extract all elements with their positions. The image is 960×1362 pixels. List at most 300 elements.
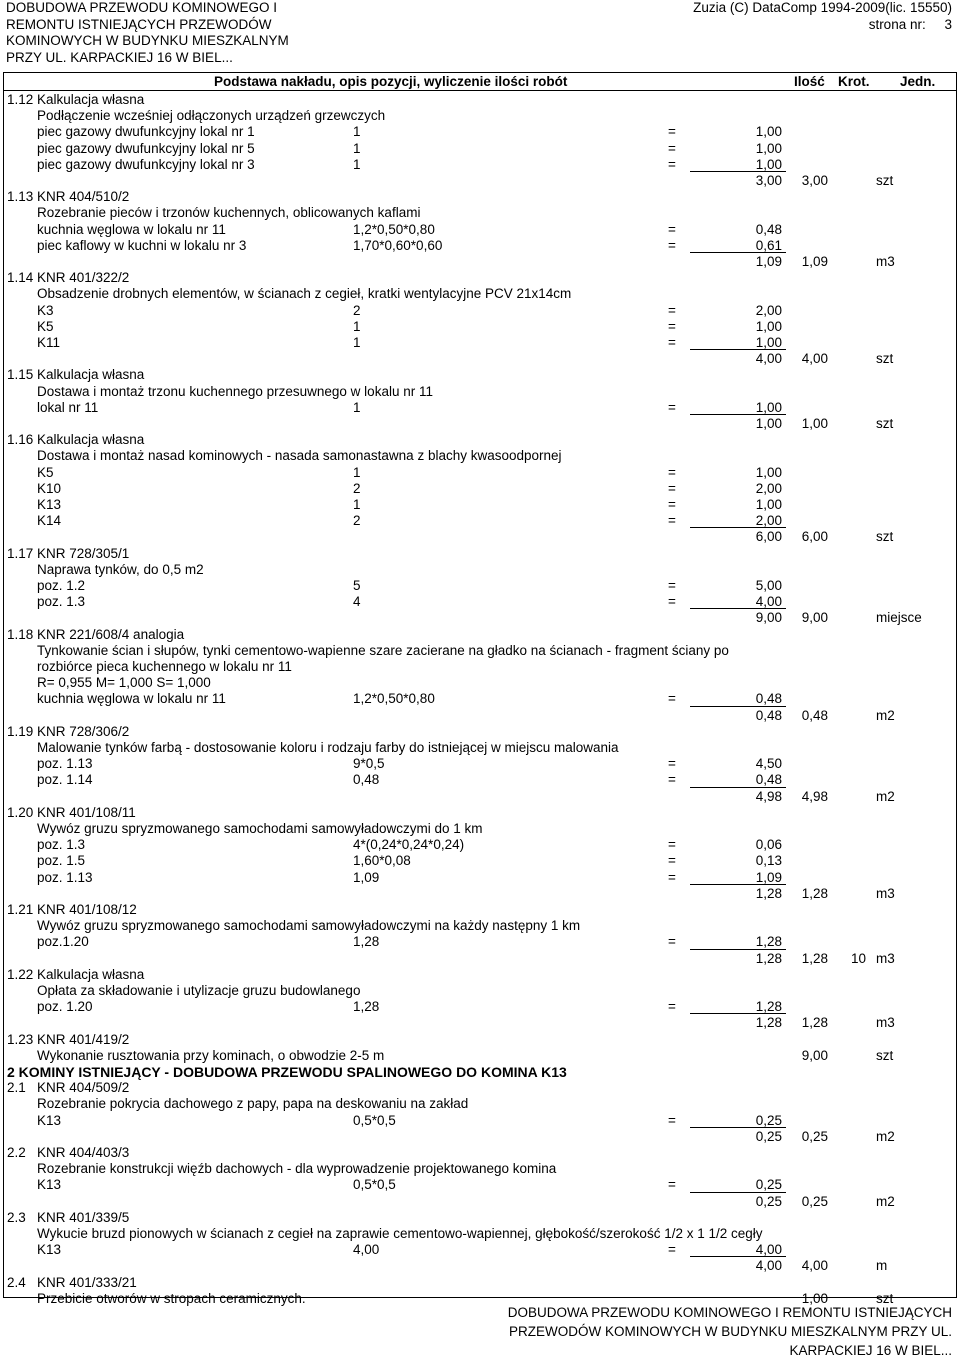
quantity-value: 1,09 bbox=[801, 254, 828, 269]
calc-expression: 0,48 bbox=[353, 772, 380, 788]
equals-sign: = bbox=[668, 1177, 676, 1193]
equals-sign: = bbox=[668, 934, 676, 950]
calculation-row bbox=[4, 513, 956, 529]
subtotal-rule bbox=[690, 1192, 786, 1193]
equals-sign: = bbox=[668, 399, 676, 415]
description-text: Obsadzenie drobnych elementów, w ścianach z cegieł, kratki wentylacyjne PCV 21x14cm bbox=[37, 286, 572, 302]
title-line: DOBUDOWA PRZEWODU KOMINOWEGO I bbox=[6, 0, 278, 15]
calc-expression: 2 bbox=[353, 513, 361, 529]
sum-value: 6,00 bbox=[755, 529, 782, 545]
calc-label: K13 bbox=[37, 1177, 62, 1193]
equals-sign: = bbox=[668, 1112, 676, 1128]
position-row bbox=[4, 432, 956, 448]
subtotal-rule bbox=[690, 349, 786, 350]
description-row bbox=[4, 643, 956, 659]
header-meta bbox=[693, 0, 952, 33]
title-line: REMONTU ISTNIEJĄCYCH PRZEWODÓW bbox=[6, 16, 272, 32]
description-text: Wykonanie rusztowania przy kominach, o obwodzie 2-5 m bbox=[37, 1047, 385, 1063]
footer-line: DOBUDOWA PRZEWODU KOMINOWEGO I REMONTU ISTNIEJĄCYCH bbox=[507, 1305, 952, 1320]
calc-label: piec gazowy dwufunkcyjny lokal nr 1 bbox=[37, 124, 255, 140]
norm-code: KNR 401/108/11 bbox=[37, 804, 136, 820]
description-row bbox=[4, 1096, 956, 1112]
quantity-value: 1,28 bbox=[801, 1015, 828, 1031]
calc-result: 1,00 bbox=[755, 464, 782, 480]
unit-value: m3 bbox=[876, 950, 895, 966]
calc-result: 4,50 bbox=[755, 756, 782, 772]
calc-expression: 1,28 bbox=[353, 934, 380, 950]
calc-result: 1,00 bbox=[755, 140, 782, 156]
calc-result: 4,00 bbox=[755, 1242, 782, 1258]
calc-expression: 1,2*0,50*0,80 bbox=[353, 221, 435, 237]
sum-value: 9,00 bbox=[755, 610, 782, 626]
table-header bbox=[4, 73, 956, 91]
description-text: Dostawa i montaż trzonu kuchennego przesuwnego w lokalu nr 11 bbox=[37, 383, 433, 399]
unit-value: szt bbox=[876, 351, 894, 367]
calc-result: 0,48 bbox=[755, 691, 782, 707]
position-number: 1.20 bbox=[7, 804, 34, 820]
multiplier-value: 10 bbox=[850, 950, 866, 966]
calc-expression: 1,70*0,60*0,60 bbox=[353, 237, 443, 253]
footer-line: KARPACKIEJ 16 W BIEL... bbox=[789, 1343, 952, 1358]
calc-result: 1,00 bbox=[755, 318, 782, 334]
calc-label: kuchnia węglowa w lokalu nr 11 bbox=[37, 221, 226, 237]
calc-expression: 1,2*0,50*0,80 bbox=[353, 691, 435, 707]
calc-expression: 2 bbox=[353, 302, 361, 318]
calc-result: 1,09 bbox=[755, 869, 782, 885]
calculation-row bbox=[4, 303, 956, 319]
subtotal-rule bbox=[690, 1256, 786, 1257]
position-row bbox=[4, 1275, 956, 1291]
software-credit: Zuzia (C) DataComp 1994-2009(lic. 15550) bbox=[693, 0, 952, 15]
norm-code: KNR 221/608/4 analogia bbox=[37, 626, 185, 642]
summary-row bbox=[4, 886, 956, 902]
summary-row bbox=[4, 1129, 956, 1145]
description-row bbox=[4, 675, 956, 691]
calc-label: poz. 1.3 bbox=[37, 594, 86, 610]
equals-sign: = bbox=[668, 221, 676, 237]
norm-code: KNR 728/306/2 bbox=[37, 723, 130, 739]
sum-value: 1,28 bbox=[755, 1015, 782, 1031]
position-number: 2.2 bbox=[7, 1145, 26, 1160]
sum-value: 4,00 bbox=[755, 351, 782, 367]
norm-code: KNR 401/322/2 bbox=[37, 270, 130, 286]
calculation-row bbox=[4, 481, 956, 497]
summary-row bbox=[4, 416, 956, 432]
calc-expression: 4,00 bbox=[353, 1242, 380, 1258]
cost-estimate-table bbox=[3, 72, 957, 1306]
unit-value: szt bbox=[876, 1290, 894, 1306]
calculation-row bbox=[4, 578, 956, 594]
description-text: Naprawa tynków, do 0,5 m2 bbox=[37, 561, 204, 577]
description-text: Wykucie bruzd pionowych w ścianach z cegieł na zaprawie cementowo-wapiennej, głębokość/szerokość 1/2 x 1 1/2 cegły bbox=[37, 1226, 763, 1241]
description-row bbox=[4, 821, 956, 837]
quantity-value: 0,48 bbox=[801, 707, 828, 723]
position-row bbox=[4, 189, 956, 205]
calculation-row bbox=[4, 772, 956, 788]
description-text: Dostawa i montaż nasad kominowych - nasada samonastawna z blachy kwasoodpornej bbox=[37, 448, 562, 464]
sum-value: 0,25 bbox=[755, 1193, 782, 1209]
description-text: Wywóz gruzu spryzmowanego samochodami samowyładowczymi na każdy następny 1 km bbox=[37, 918, 581, 934]
unit-value: szt bbox=[876, 173, 894, 188]
position-row bbox=[4, 1145, 956, 1161]
position-row bbox=[4, 1080, 956, 1096]
equals-sign: = bbox=[668, 999, 676, 1015]
quantity-value: 6,00 bbox=[801, 529, 828, 545]
quantity-value: 0,25 bbox=[801, 1193, 828, 1209]
calc-result: 1,00 bbox=[755, 124, 782, 140]
calc-label: poz. 1.20 bbox=[37, 999, 93, 1015]
norm-code: KNR 401/419/2 bbox=[37, 1031, 130, 1047]
calc-result: 1,00 bbox=[755, 399, 782, 415]
calculation-row bbox=[4, 157, 956, 173]
equals-sign: = bbox=[668, 594, 676, 610]
position-number: 1.23 bbox=[7, 1031, 34, 1047]
position-row bbox=[4, 367, 956, 383]
norm-code: KNR 404/510/2 bbox=[37, 189, 130, 205]
unit-value: m2 bbox=[876, 1193, 895, 1209]
description-row bbox=[4, 1161, 956, 1177]
calc-label: poz. 1.2 bbox=[37, 578, 86, 593]
calc-label: poz. 1.14 bbox=[37, 772, 93, 788]
summary-row bbox=[4, 529, 956, 545]
column-header-multiplier: Krot. bbox=[838, 74, 870, 89]
calculation-row bbox=[4, 1242, 956, 1258]
description-text: Rozebranie pieców i trzonów kuchennych, oblicowanych kaflami bbox=[37, 205, 421, 221]
description-row bbox=[4, 286, 956, 302]
equals-sign: = bbox=[668, 140, 676, 156]
calc-label: K13 bbox=[37, 1112, 62, 1128]
calc-label: piec gazowy dwufunkcyjny lokal nr 5 bbox=[37, 140, 255, 156]
norm-code: KNR 401/339/5 bbox=[37, 1209, 130, 1225]
summary-row bbox=[4, 1015, 956, 1031]
position-number: 2.3 bbox=[7, 1209, 26, 1225]
position-number: 1.13 bbox=[7, 189, 34, 205]
page-footer bbox=[482, 1303, 952, 1360]
position-number: 1.12 bbox=[7, 92, 34, 107]
position-number: 1.14 bbox=[7, 270, 34, 286]
sum-value: 1,28 bbox=[755, 950, 782, 966]
equals-sign: = bbox=[668, 302, 676, 318]
calc-expression: 0,5*0,5 bbox=[353, 1112, 396, 1128]
column-header-quantity: Ilość bbox=[794, 74, 825, 89]
calc-expression: 1 bbox=[353, 318, 361, 334]
position-number: 1.18 bbox=[7, 626, 34, 642]
summary-row bbox=[4, 254, 956, 270]
norm-code: Kalkulacja własna bbox=[37, 367, 145, 383]
calc-expression: 1 bbox=[353, 140, 361, 156]
calculation-row bbox=[4, 222, 956, 238]
description-text: Opłata za składowanie i utylizacje gruzu budowlanego bbox=[37, 983, 361, 998]
sum-value: 1,00 bbox=[755, 416, 782, 431]
calculation-row bbox=[4, 870, 956, 886]
norm-code: KNR 401/333/21 bbox=[37, 1274, 137, 1290]
norm-code: KNR 404/403/3 bbox=[37, 1145, 130, 1160]
equals-sign: = bbox=[668, 480, 676, 496]
position-row bbox=[4, 92, 956, 108]
unit-value: m2 bbox=[876, 707, 895, 723]
quantity-value: 1,00 bbox=[801, 1290, 828, 1306]
column-header-description: Podstawa nakładu, opis pozycji, wyliczenie ilości robót bbox=[214, 74, 568, 89]
equals-sign: = bbox=[668, 156, 676, 172]
calc-result: 2,00 bbox=[755, 513, 782, 529]
unit-value: szt bbox=[876, 1047, 894, 1063]
calculation-row bbox=[4, 141, 956, 157]
quantity-value: 9,00 bbox=[801, 610, 828, 626]
quantity-value: 1,28 bbox=[801, 885, 828, 901]
calc-expression: 1,60*0,08 bbox=[353, 853, 411, 869]
calc-label: K5 bbox=[37, 318, 54, 334]
calculation-row bbox=[4, 756, 956, 772]
norm-code: KNR 401/108/12 bbox=[37, 902, 137, 917]
calculation-row bbox=[4, 465, 956, 481]
sum-value: 1,09 bbox=[755, 254, 782, 269]
calculation-row bbox=[4, 691, 956, 707]
calc-label: piec kaflowy w kuchni w lokalu nr 3 bbox=[37, 237, 247, 253]
calculation-row bbox=[4, 1177, 956, 1193]
description-text: Podłączenie wcześniej odłączonych urządzeń grzewczych bbox=[37, 108, 386, 124]
calc-label: K13 bbox=[37, 497, 62, 512]
calc-label: kuchnia węglowa w lokalu nr 11 bbox=[37, 691, 226, 707]
calc-expression: 1 bbox=[353, 124, 361, 140]
unit-value: m3 bbox=[876, 885, 895, 901]
calc-expression: 1 bbox=[353, 156, 361, 172]
calc-result: 1,00 bbox=[755, 497, 782, 512]
sum-value: 4,00 bbox=[755, 1258, 782, 1274]
equals-sign: = bbox=[668, 497, 676, 512]
equals-sign: = bbox=[668, 772, 676, 788]
unit-value: szt bbox=[876, 416, 894, 431]
calc-result: 0,61 bbox=[755, 237, 782, 253]
calculation-row bbox=[4, 238, 956, 254]
quantity-value: 4,00 bbox=[801, 351, 828, 367]
equals-sign: = bbox=[668, 691, 676, 707]
sum-value: 4,98 bbox=[755, 788, 782, 804]
subtotal-rule bbox=[690, 171, 786, 172]
calc-result: 0,25 bbox=[755, 1112, 782, 1128]
equals-sign: = bbox=[668, 335, 676, 350]
quantity-value: 1,00 bbox=[801, 416, 828, 431]
description-row bbox=[4, 1226, 956, 1242]
sum-value: 0,25 bbox=[755, 1128, 782, 1144]
title-line: KOMINOWYCH W BUDYNKU MIESZKALNYM bbox=[6, 33, 289, 48]
equals-sign: = bbox=[668, 464, 676, 480]
calculation-row bbox=[4, 1113, 956, 1129]
calc-result: 0,25 bbox=[755, 1177, 782, 1193]
calculation-row bbox=[4, 400, 956, 416]
sum-value: 0,48 bbox=[755, 707, 782, 723]
calc-label: poz. 1.5 bbox=[37, 853, 86, 869]
calc-result: 0,13 bbox=[755, 853, 782, 869]
subtotal-rule bbox=[690, 884, 786, 885]
equals-sign: = bbox=[668, 756, 676, 772]
subtotal-rule bbox=[690, 608, 786, 609]
calc-result: 2,00 bbox=[755, 480, 782, 496]
description-text: Tynkowanie ścian i słupów, tynki cementowo-wapienne szare zacierane na gładko na ścianach - fragment ściany po bbox=[37, 642, 729, 658]
calculation-row bbox=[4, 853, 956, 869]
page-number-line bbox=[693, 17, 952, 34]
summary-row bbox=[4, 1194, 956, 1210]
quantity-value: 3,00 bbox=[801, 173, 828, 188]
calc-label: poz.1.20 bbox=[37, 934, 89, 950]
position-number: 1.16 bbox=[7, 432, 34, 448]
equals-sign: = bbox=[668, 318, 676, 334]
position-number: 1.17 bbox=[7, 545, 34, 561]
summary-row bbox=[4, 351, 956, 367]
calc-expression: 1 bbox=[353, 399, 361, 415]
calculation-row bbox=[4, 124, 956, 140]
quantity-value: 0,25 bbox=[801, 1128, 828, 1144]
calc-result: 1,00 bbox=[755, 335, 782, 350]
calc-label: poz. 1.13 bbox=[37, 869, 93, 885]
calc-expression: 1,09 bbox=[353, 869, 380, 885]
calc-label: poz. 1.3 bbox=[37, 837, 86, 853]
section-heading bbox=[4, 1064, 956, 1080]
sum-value: 3,00 bbox=[755, 173, 782, 188]
quantity-value: 1,28 bbox=[801, 950, 828, 966]
calculation-row bbox=[4, 594, 956, 610]
equals-sign: = bbox=[668, 237, 676, 253]
calc-result: 0,06 bbox=[755, 837, 782, 853]
calc-result: 5,00 bbox=[755, 578, 782, 593]
calc-expression: 0,5*0,5 bbox=[353, 1177, 396, 1193]
equals-sign: = bbox=[668, 124, 676, 140]
calc-expression: 9*0,5 bbox=[353, 756, 385, 772]
calculation-row bbox=[4, 335, 956, 351]
summary-row bbox=[4, 173, 956, 189]
calc-result: 4,00 bbox=[755, 594, 782, 610]
subtotal-rule bbox=[690, 787, 786, 788]
title-line: PRZY UL. KARPACKIEJ 16 W BIEL... bbox=[6, 49, 233, 65]
subtotal-rule bbox=[690, 252, 786, 253]
summary-row bbox=[4, 610, 956, 626]
unit-value: m3 bbox=[876, 1015, 895, 1031]
unit-value: m bbox=[876, 1258, 888, 1274]
position-row bbox=[4, 1032, 956, 1048]
description-row bbox=[4, 659, 956, 675]
position-row bbox=[4, 627, 956, 643]
calc-label: K5 bbox=[37, 464, 54, 480]
subtotal-rule bbox=[690, 527, 786, 528]
subtotal-rule bbox=[690, 1127, 786, 1128]
calc-expression: 1 bbox=[353, 497, 361, 512]
description-row bbox=[4, 918, 956, 934]
description-row bbox=[4, 108, 956, 124]
calc-result: 0,48 bbox=[755, 221, 782, 237]
calc-label: poz. 1.13 bbox=[37, 756, 93, 772]
calc-label: K13 bbox=[37, 1242, 62, 1258]
calculation-row bbox=[4, 934, 956, 950]
position-number: 1.19 bbox=[7, 723, 34, 739]
position-row bbox=[4, 1210, 956, 1226]
calc-expression: 4 bbox=[353, 594, 361, 610]
summary-row bbox=[4, 1258, 956, 1274]
norm-code: Kalkulacja własna bbox=[37, 432, 145, 448]
equals-sign: = bbox=[668, 578, 676, 593]
calc-result: 1,00 bbox=[755, 156, 782, 172]
unit-value: m2 bbox=[876, 1128, 895, 1144]
footer-line: PRZEWODÓW KOMINOWYCH W BUDYNKU MIESZKALNYM PRZY UL. bbox=[508, 1324, 952, 1339]
norm-code: Kalkulacja własna bbox=[37, 92, 145, 107]
calculation-row bbox=[4, 497, 956, 513]
position-number: 2.1 bbox=[7, 1080, 26, 1096]
calc-expression: 1 bbox=[353, 464, 361, 480]
unit-value: miejsce bbox=[876, 610, 922, 626]
description-text: Malowanie tynków farbą - dostosowanie koloru i rodzaju farby do istniejącej w miejscu malowania bbox=[37, 740, 619, 755]
description-row bbox=[4, 562, 956, 578]
section-title: 2 KOMINY ISTNIEJĄCY - DOBUDOWA PRZEWODU SPALINOWEGO DO KOMINA K13 bbox=[7, 1064, 567, 1080]
description-row bbox=[4, 448, 956, 464]
description-row bbox=[4, 384, 956, 400]
description-text: Wywóz gruzu spryzmowanego samochodami samowyładowczymi do 1 km bbox=[37, 821, 483, 836]
quantity-value: 9,00 bbox=[801, 1047, 828, 1063]
equals-sign: = bbox=[668, 869, 676, 885]
calc-expression: 1,28 bbox=[353, 999, 380, 1015]
summary-row bbox=[4, 951, 956, 967]
equals-sign: = bbox=[668, 853, 676, 869]
calc-result: 1,28 bbox=[755, 999, 782, 1015]
position-row bbox=[4, 805, 956, 821]
equals-sign: = bbox=[668, 1242, 676, 1258]
document-title bbox=[6, 0, 289, 66]
calc-result: 1,28 bbox=[755, 934, 782, 950]
calculation-row bbox=[4, 837, 956, 853]
subtotal-rule bbox=[690, 414, 786, 415]
calc-label: piec gazowy dwufunkcyjny lokal nr 3 bbox=[37, 156, 255, 172]
description-row bbox=[4, 983, 956, 999]
sum-value: 1,28 bbox=[755, 885, 782, 901]
subtotal-rule bbox=[690, 949, 786, 950]
position-number: 1.21 bbox=[7, 902, 34, 917]
position-row bbox=[4, 724, 956, 740]
calc-expression: 5 bbox=[353, 578, 361, 593]
position-row bbox=[4, 967, 956, 983]
unit-value: m3 bbox=[876, 254, 895, 269]
quantity-value: 4,98 bbox=[801, 788, 828, 804]
page-number: 3 bbox=[944, 16, 952, 32]
calc-expression: 2 bbox=[353, 480, 361, 496]
description-text: R= 0,955 M= 1,000 S= 1,000 bbox=[37, 675, 211, 691]
calc-label: K14 bbox=[37, 513, 62, 529]
description-text: Rozebranie pokrycia dachowego z papy, papa na deskowaniu na zakład bbox=[37, 1096, 469, 1112]
calc-label: lokal nr 11 bbox=[37, 399, 99, 415]
summary-row bbox=[4, 789, 956, 805]
position-row bbox=[4, 546, 956, 562]
unit-value: szt bbox=[876, 529, 894, 545]
description-row bbox=[4, 740, 956, 756]
calc-result: 0,48 bbox=[755, 772, 782, 788]
norm-code: KNR 404/509/2 bbox=[37, 1080, 130, 1096]
description-row bbox=[4, 1048, 956, 1064]
description-text: rozbiórce pieca kuchennego w lokalu nr 11 bbox=[37, 659, 292, 674]
unit-value: m2 bbox=[876, 788, 895, 804]
description-row bbox=[4, 205, 956, 221]
calc-expression: 1 bbox=[353, 335, 361, 350]
calc-label: K10 bbox=[37, 480, 62, 496]
calc-result: 2,00 bbox=[755, 302, 782, 318]
column-header-unit: Jedn. bbox=[900, 74, 936, 89]
position-row bbox=[4, 270, 956, 286]
calc-expression: 4*(0,24*0,24*0,24) bbox=[353, 837, 465, 853]
position-number: 1.22 bbox=[7, 966, 34, 982]
subtotal-rule bbox=[690, 706, 786, 707]
equals-sign: = bbox=[668, 837, 676, 853]
norm-code: Kalkulacja własna bbox=[37, 966, 145, 982]
calc-label: K11 bbox=[37, 335, 61, 350]
description-text: Rozebranie konstrukcji więźb dachowych - dla wyprowadzenie projektowanego komina bbox=[37, 1161, 557, 1177]
calc-label: K3 bbox=[37, 302, 54, 318]
quantity-value: 4,00 bbox=[801, 1258, 828, 1274]
norm-code: KNR 728/305/1 bbox=[37, 545, 130, 561]
